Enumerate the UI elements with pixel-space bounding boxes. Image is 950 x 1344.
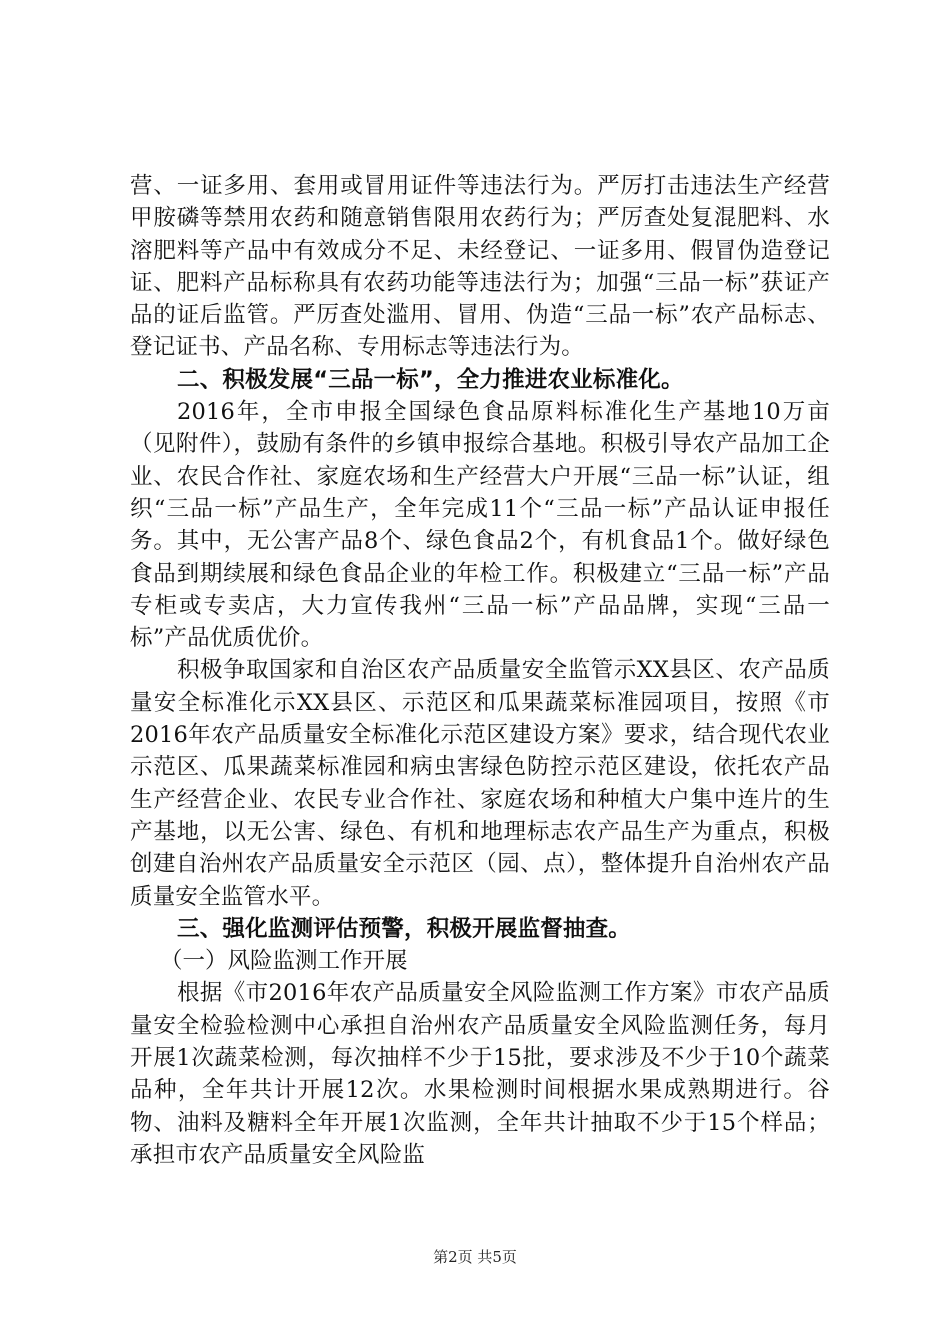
document-body xyxy=(130,170,830,1171)
paragraph-continued: 营、一证多用、套用或冒用证件等违法行为。严厉打击违法生产经营甲胺磷等禁用农药和随意销售限用农药行为；严厉查处复混肥料、水溶肥料等产品中有效成分不足、未经登记、一证多用、假冒伪造登记证、肥料产品标称具有农药功能等违法行为；加强“三品一标”获证产品的证后监管。严厉查处滥用、冒用、伪造“三品一标”农产品标志、登记证书、产品名称、专用标志等违法行为。 xyxy=(130,173,830,361)
page-number-footer: 第2页 共5页 xyxy=(433,1248,517,1266)
section-heading-2: 二、积极发展“三品一标”，全力推进农业标准化。 xyxy=(177,366,684,393)
section-heading-3: 三、强化监测评估预警，积极开展监督抽查。 xyxy=(177,915,632,942)
subsection-heading-3-1: （一）风险监测工作开展 xyxy=(160,948,408,975)
paragraph-demonstration-zone: 积极争取国家和自治区农产品质量安全监管示XX县区、农产品质量安全标准化示XX县区、示范区和瓜果蔬菜标准园项目，按照《市2016年农产品质量安全标准化示范区建设方案》要求，结合现代农业示范区、瓜果蔬菜标准园和病虫害绿色防控示范区建设，依托农产品生产经营企业、农民专业合作社、家庭农场和种植大户集中连片的生产基地，以无公害、绿色、有机和地理标志农产品生产为重点，积极创建自治州农产品质量安全示范区（园、点），整体提升自治州农产品质量安全监管水平。 xyxy=(130,657,830,910)
paragraph-risk-monitoring: 根据《市2016年农产品质量安全风险监测工作方案》市农产品质量安全检验检测中心承担自治州农产品质量安全风险监测任务，每月开展1次蔬菜检测，每次抽样不少于15批，要求涉及不少于10个蔬菜品种，全年共计开展12次。水果检测时间根据水果成熟期进行。谷物、油料及糖料全年开展1次监测，全年共计抽取不少于15个样品；承担市农产品质量安全风险监 xyxy=(130,980,830,1168)
paragraph-standardization: 2016年，全市申报全国绿色食品原料标准化生产基地10万亩（见附件），鼓励有条件的乡镇申报综合基地。积极引导农产品加工企业、农民合作社、家庭农场和生产经营大户开展“三品一标”认证，组织“三品一标”产品生产，全年完成11个“三品一标”产品认证申报任务。其中，无公害产品8个、绿色食品2个，有机食品1个。做好绿色食品到期续展和绿色食品企业的年检工作。积极建立“三品一标”产品专柜或专卖店，大力宣传我州“三品一标”产品品牌，实现“三品一标”产品优质优价。 xyxy=(130,399,830,652)
